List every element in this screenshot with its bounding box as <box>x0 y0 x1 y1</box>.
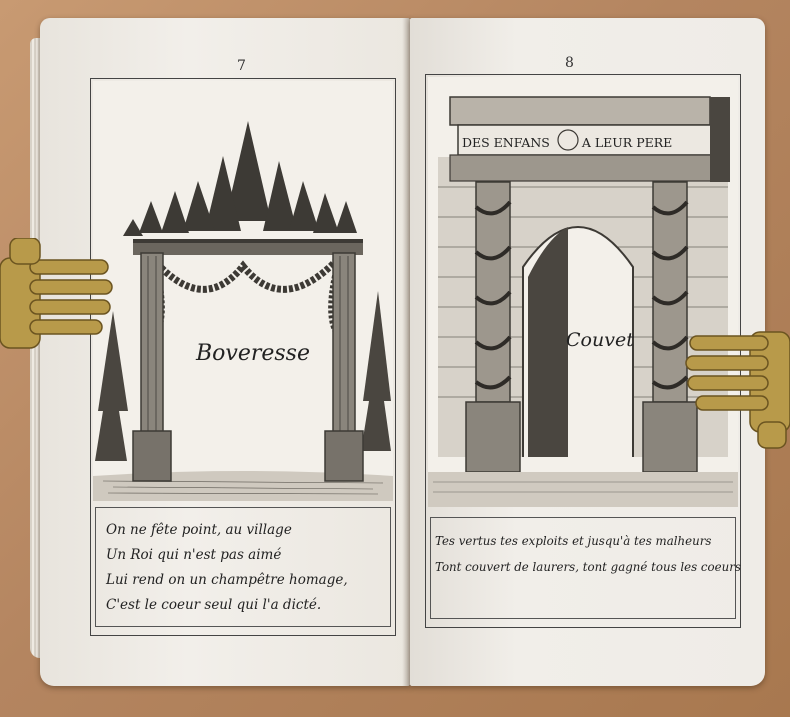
right-caption-box <box>430 517 741 619</box>
inscription-left: DES ENFANS <box>462 135 550 150</box>
verse-line: On ne fête point, au village <box>106 522 292 538</box>
left-verse <box>106 518 348 618</box>
inscription-right: A LEUR PERE <box>581 135 673 150</box>
verse-line: Un Roi qui n'est pas aimé <box>106 547 282 563</box>
page-number-left: 7 <box>237 58 246 74</box>
left-caption-box <box>95 507 391 627</box>
arch-inscription <box>462 135 712 150</box>
brass-hand-left-icon <box>0 238 115 368</box>
place-name-boveresse: Boveresse <box>196 341 310 366</box>
open-book <box>30 8 770 698</box>
verse-line: Lui rend on un champêtre homage, <box>106 572 348 588</box>
place-name-couvet: Couvet <box>566 329 634 351</box>
brass-hand-right-icon <box>680 322 790 452</box>
left-engraving-frame <box>90 78 396 636</box>
rustic-arch-illustration <box>93 81 393 501</box>
right-verse <box>435 528 741 580</box>
verse-line: C'est le coeur seul qui l'a dicté. <box>106 597 322 613</box>
verse-line: Tont couvert de laurers, tont gagné tous les coeurs <box>435 560 741 574</box>
verse-line: Tes vertus tes exploits et jusqu'à tes malheurs <box>435 534 712 548</box>
page-number-right: 8 <box>565 55 574 71</box>
